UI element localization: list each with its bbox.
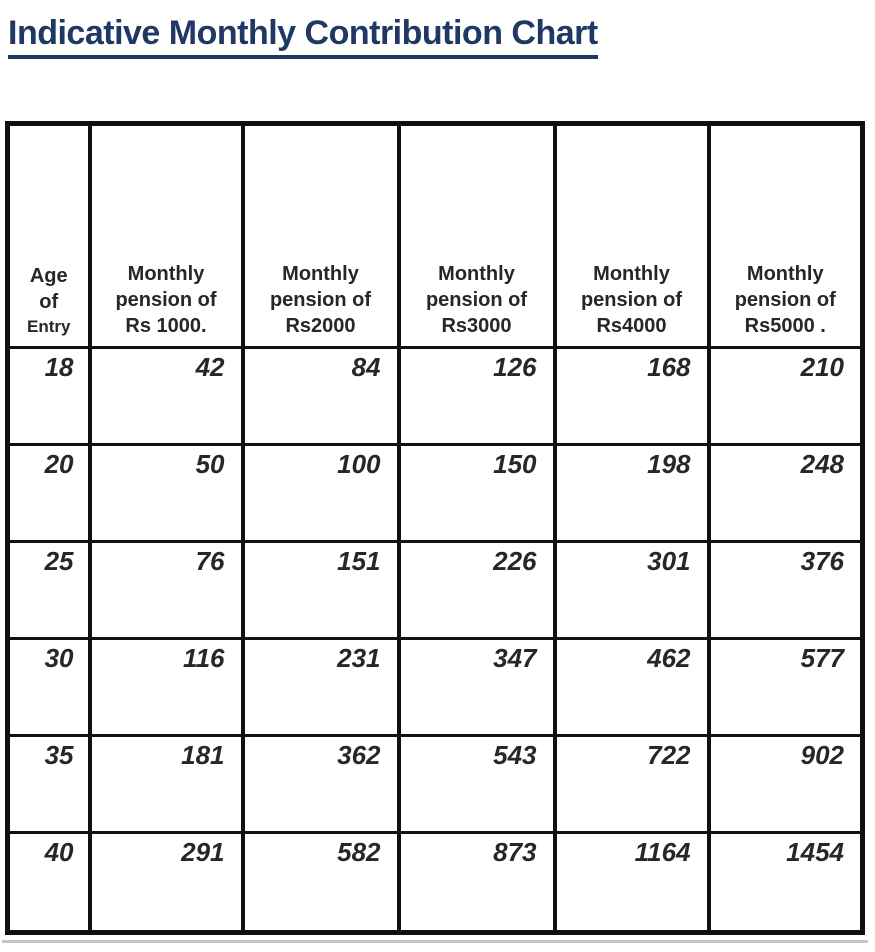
header-cell-age-of-entry bbox=[8, 124, 90, 348]
header-line: of bbox=[39, 291, 59, 314]
page-title bbox=[8, 13, 875, 59]
value-cell: 873 bbox=[399, 833, 555, 933]
header-line: pension of bbox=[580, 289, 683, 312]
document-page bbox=[0, 13, 875, 952]
value-cell: 543 bbox=[399, 736, 555, 833]
age-cell: 18 bbox=[8, 348, 90, 445]
value-cell: 84 bbox=[243, 348, 399, 445]
header-cell-pension-4000 bbox=[555, 124, 709, 348]
age-cell: 40 bbox=[8, 833, 90, 933]
header-line: Monthly bbox=[593, 263, 670, 286]
age-cell: 20 bbox=[8, 445, 90, 542]
header-line: Monthly bbox=[746, 263, 824, 286]
header-line: Rs5000 . bbox=[744, 315, 826, 338]
value-cell: 347 bbox=[399, 639, 555, 736]
header-cell-pension-2000 bbox=[243, 124, 399, 348]
table-row bbox=[8, 833, 863, 933]
value-cell: 231 bbox=[243, 639, 399, 736]
value-cell: 226 bbox=[399, 542, 555, 639]
value-cell: 210 bbox=[709, 348, 863, 445]
value-cell: 902 bbox=[709, 736, 863, 833]
value-cell: 462 bbox=[555, 639, 709, 736]
table-row bbox=[8, 542, 863, 639]
header-line: Entry bbox=[27, 317, 71, 337]
value-cell: 116 bbox=[90, 639, 243, 736]
value-cell: 291 bbox=[90, 833, 243, 933]
header-line: pension of bbox=[269, 289, 372, 312]
header-line: Monthly bbox=[438, 263, 515, 286]
header-line: Monthly bbox=[282, 263, 359, 286]
age-cell: 25 bbox=[8, 542, 90, 639]
value-cell: 376 bbox=[709, 542, 863, 639]
header-line: Rs4000 bbox=[596, 315, 667, 338]
header-cell-pension-3000 bbox=[399, 124, 555, 348]
bottom-divider bbox=[2, 940, 868, 943]
table-header-row bbox=[8, 124, 863, 348]
header-line: Rs3000 bbox=[441, 315, 512, 338]
header-line: Age bbox=[29, 265, 68, 288]
table-row bbox=[8, 736, 863, 833]
value-cell: 198 bbox=[555, 445, 709, 542]
value-cell: 150 bbox=[399, 445, 555, 542]
value-cell: 582 bbox=[243, 833, 399, 933]
value-cell: 76 bbox=[90, 542, 243, 639]
header-line: Rs 1000. bbox=[125, 315, 207, 338]
value-cell: 126 bbox=[399, 348, 555, 445]
header-line: Rs2000 bbox=[285, 315, 356, 338]
header-cell-pension-5000 bbox=[709, 124, 863, 348]
value-cell: 362 bbox=[243, 736, 399, 833]
value-cell: 577 bbox=[709, 639, 863, 736]
table-row bbox=[8, 445, 863, 542]
header-line: pension of bbox=[734, 289, 836, 312]
value-cell: 1454 bbox=[709, 833, 863, 933]
header-line: pension of bbox=[425, 289, 528, 312]
age-cell: 30 bbox=[8, 639, 90, 736]
contribution-table bbox=[5, 121, 865, 935]
value-cell: 722 bbox=[555, 736, 709, 833]
header-line: pension of bbox=[115, 289, 217, 312]
header-line: Monthly bbox=[127, 263, 205, 286]
value-cell: 248 bbox=[709, 445, 863, 542]
table-row bbox=[8, 639, 863, 736]
value-cell: 181 bbox=[90, 736, 243, 833]
value-cell: 42 bbox=[90, 348, 243, 445]
value-cell: 301 bbox=[555, 542, 709, 639]
value-cell: 151 bbox=[243, 542, 399, 639]
header-cell-pension-1000 bbox=[90, 124, 243, 348]
value-cell: 1164 bbox=[555, 833, 709, 933]
age-cell: 35 bbox=[8, 736, 90, 833]
value-cell: 50 bbox=[90, 445, 243, 542]
value-cell: 168 bbox=[555, 348, 709, 445]
table-row bbox=[8, 348, 863, 445]
value-cell: 100 bbox=[243, 445, 399, 542]
page-title-text: Indicative Monthly Contribution Chart bbox=[8, 13, 598, 59]
